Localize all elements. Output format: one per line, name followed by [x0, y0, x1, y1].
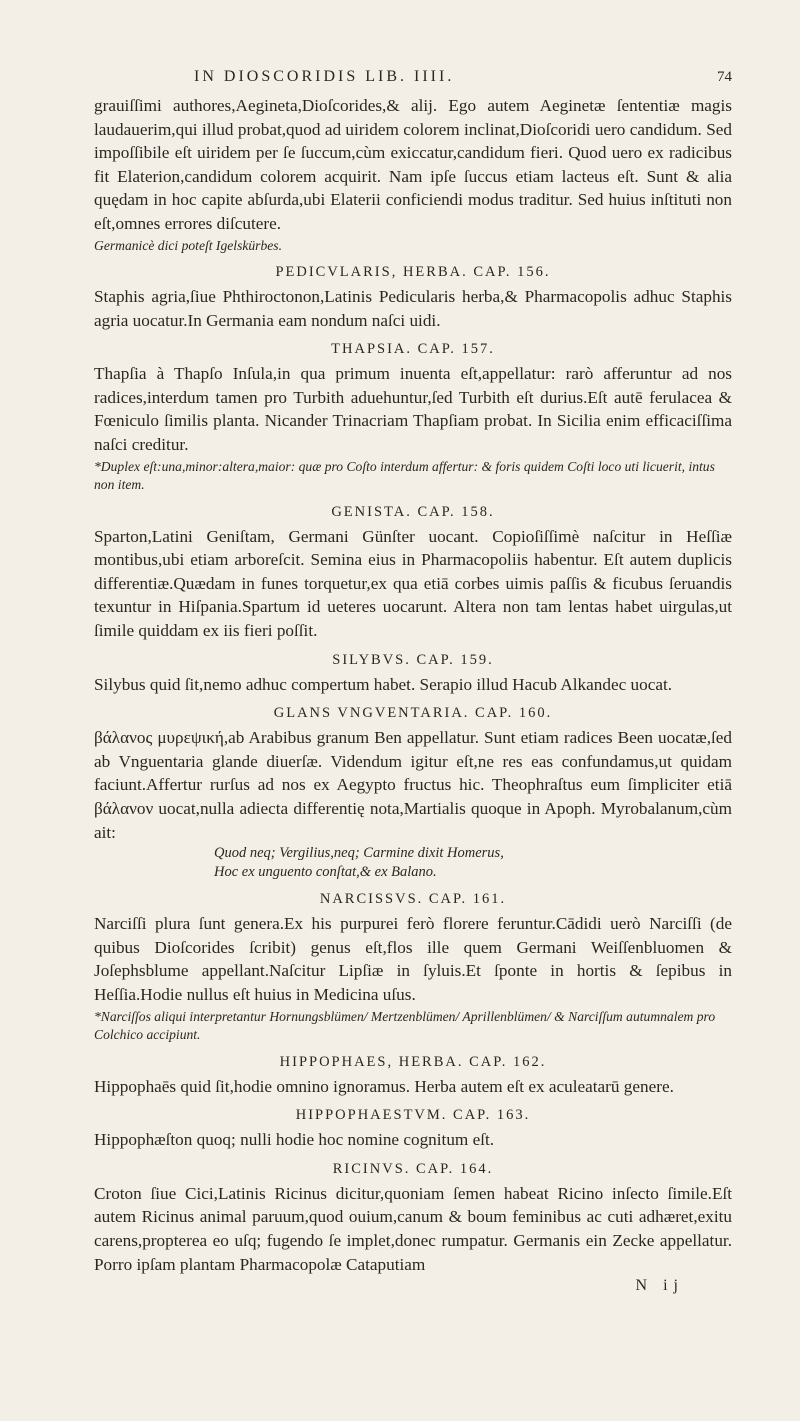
paragraph-ricinus: Croton ſiue Cici,Latinis Ricinus dicitur,quoniam ſemen habeat Ricino inſecto ſimile.Eſt autem Ricinus animal paruum,quod ouium,canum & boum feminibus ac cuti adhæret,exitu carens,propterea eo uſq; fugendo ſe implet,donec rumpatur. Germanis ein Zecke appellatur. Porro ipſam plantam Pharmacopolæ Cataputiam — [94, 1183, 732, 1274]
heading-silybus: SILYBVS. CAP. 159. — [332, 651, 494, 668]
signature-mark: N ij — [635, 1277, 684, 1295]
heading-pedicularis: PEDICVLARIS, HERBA. CAP. 156. — [275, 264, 551, 281]
paragraph-thapsia: Thapſia à Thapſo Inſula,in qua primum inuenta eſt,appellatur: rarò afferuntur ad nos radices,interdum tamen pro Turbith aduehuntur,ſed Turbith eſt durius.Eſt autē ferulacea & Fœniculo ſimilis planta. Nicander Trinacriam Thapſiam probat. In Sicilia enim efficaciſſima naſci creditur. — [94, 364, 732, 455]
paragraph-narcissus: Narciſſi plura ſunt genera.Ex his purpurei ferò florere feruntur.Cādidi uerò Narciſſi (de quibus Dioſcorides ſcribit) genus eſt,flos ille quem Germani Weiſſenbluomen & Joſephsblume appellant.Naſcitur Lipſiæ in ſyluis.Et ſponte in hortis & ſepibus in Heſſia.Hodie nullus eſt huius in Medicina uſus. — [94, 914, 732, 1004]
heading-hippophaestum: HIPPOPHAESTVM. CAP. 163. — [295, 1107, 531, 1124]
paragraph-hippophaes: Hippophaēs quid ſit,hodie omnino ignoramus. Herba autem eſt ex aculeatarū genere. — [94, 1076, 674, 1096]
marginal-note-igelskurbes: Germanicè dici poteſt Igelskürbes. — [94, 237, 282, 253]
note-thapsia: *Duplex eſt:una,minor:altera,maior: quæ pro Coſto interdum affertur: & foris quidem Coſti loco uti licuerit, intus non item. — [94, 458, 715, 493]
heading-thapsia: THAPSIA. CAP. 157. — [331, 341, 495, 358]
verse-line-2: Hoc ex unguento conſtat,& ex Balano. — [214, 864, 437, 881]
heading-narcissus: NARCISSVS. CAP. 161. — [319, 891, 507, 908]
running-head — [194, 68, 732, 86]
paragraph-glans: βάλανος μυρεψική,ab Arabibus granum Ben appellatur. Sunt etiam radices Been uocatæ,ſed ab Vnguentaria glande diuerſæ. Videndum igitur eſt,ne res eas confundamus,ut quidam faciunt.Affertur rurſus ad nos ex Aegypto fructus hic. Theophraſtus eum ſimpliciter etiā βάλανον uocat,nulla adiecta differentię nota,Martialis quoque in Apoph. Myrobalanum,cùm ait: — [94, 728, 732, 842]
note-narcissus: *Narciſſos aliqui interpretantur Hornungsblümen/ Mertzenblümen/ Aprillenblümen/ & Narciſſum autumnalem pro Colchico accipiunt. — [94, 1008, 716, 1043]
page-number: 74 — [717, 69, 732, 85]
heading-glans: GLANS VNGVENTARIA. CAP. 160. — [273, 705, 553, 722]
verse-line-1: Quod neq; Vergilius,neq; Carmine dixit Homerus, — [214, 845, 504, 862]
heading-ricinus: RICINVS. CAP. 164. — [332, 1160, 494, 1177]
heading-genista: GENISTA. CAP. 158. — [331, 503, 495, 520]
paragraph-silybus: Silybus quid ſit,nemo adhuc compertum habet. Serapio illud Hacub Alkandec uocat. — [94, 674, 673, 694]
paragraph-genista: Sparton,Latini Geniſtam, Germani Günſter uocant. Copioſiſſimè naſcitur in Heſſiæ montibus,ubi etiam arboreſcit. Semina eius in Pharmacopoliis habentur. Eſt autem duplicis differentiæ.Quædam in funes torquetur,ex qua etiā corbes uimis paſſis & ficubus ſeruandis texuntur in Hiſpania.Spartum id ueteres uocarunt. Altera non tam lentas habet uirgulas,ut ſimile quiddam ex iis fieri poſſit. — [94, 526, 732, 640]
paragraph-pedicularis: Staphis agria,ſiue Phthiroctonon,Latinis Pedicularis herba,& Pharmacopolis adhuc Staphis agria uocatur.In Germania eam nondum naſci uidi. — [94, 287, 732, 330]
paragraph-hippophaestum: Hippophæſton quoq; nulli hodie hoc nomine cognitum eſt. — [94, 1130, 495, 1150]
heading-hippophaes: HIPPOPHAES, HERBA. CAP. 162. — [279, 1053, 547, 1070]
running-title: IN DIOSCORIDIS LIB. IIII. — [194, 68, 455, 85]
paragraph-intro: grauiſſimi authores,Aegineta,Dioſcorides,& alij. Ego autem Aeginetæ ſententiæ magis laudauerim,qui illud probat,quod ad uiridem colorem inclinat,Dioſcoridi uero candidum. Sed impoſſibile eſt uiridem per ſe ſuccum,cùm exiccatur,candidum fieri. Quod uero ex radicibus fit Elaterion,candidum colorem acquirit. Nam ipſe ſuccus etiam lacteus eſt. Sunt & alia quędam in hoc capite abſurda,ubi Elaterii conficiendi modus traditur. Sed huius inſtituti non eſt,omnes errores diſcutere. — [94, 96, 732, 233]
